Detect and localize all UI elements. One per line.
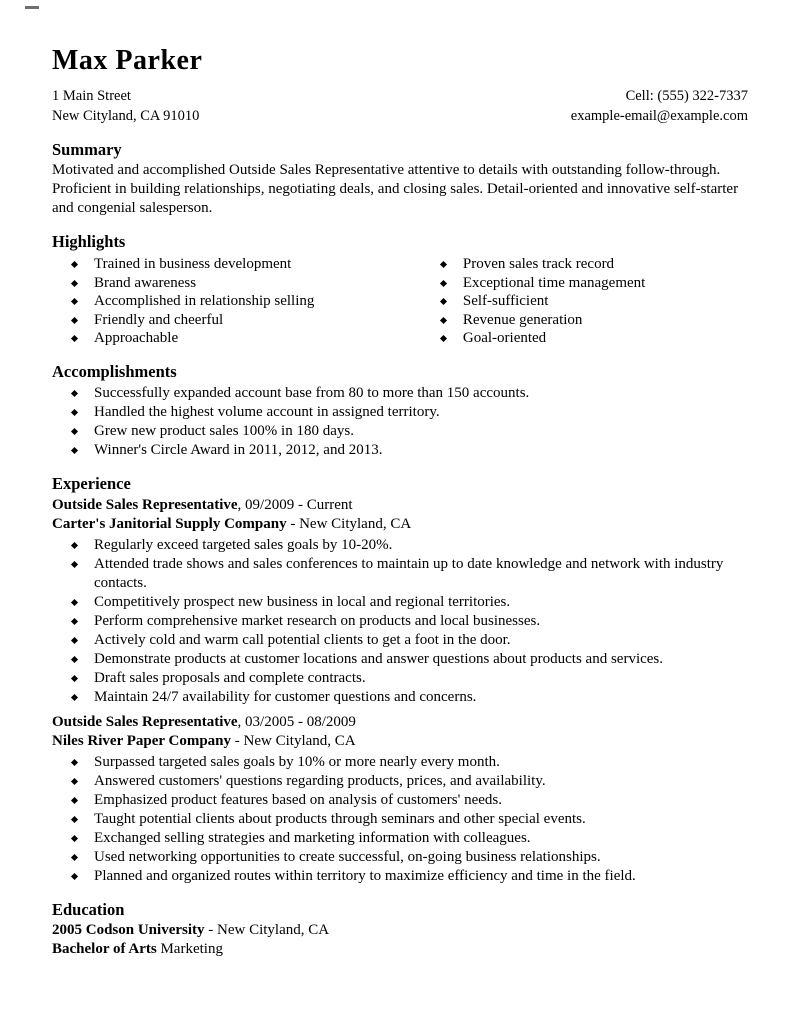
bullet-icon (71, 389, 78, 396)
bullet-icon (71, 655, 78, 662)
bullet-icon (440, 261, 447, 268)
job-duty-item (52, 829, 748, 848)
highlight-item (421, 292, 748, 311)
highlight-text: Proven sales track record (462, 256, 615, 272)
bullet-icon (440, 279, 447, 286)
highlight-text: Trained in business development (94, 256, 292, 272)
job-duty-text: Demonstrate products at customer locations and answer questions about products and services. (94, 650, 664, 667)
job-duty-item (52, 688, 748, 707)
job-title-line (52, 496, 748, 515)
bullet-icon (71, 796, 78, 803)
highlight-text: Revenue generation (462, 311, 583, 328)
highlight-text: Exceptional time management (462, 274, 646, 291)
job-duty-text: Regularly exceed targeted sales goals by 10-20%. (94, 536, 393, 553)
bullet-icon (71, 427, 78, 434)
bullet-icon (71, 446, 78, 453)
job-dates: , 03/2005 - 08/2009 (237, 713, 356, 730)
job-duty-item (52, 848, 748, 867)
bullet-icon (71, 872, 78, 879)
education-school-line (52, 921, 748, 940)
job-dates: , 09/2009 - Current (237, 496, 353, 513)
job-duty-text: Attended trade shows and sales conferences to maintain up to date knowledge and network with industry contacts. (94, 555, 724, 591)
bullet-icon (71, 408, 78, 415)
person-name: Max Parker (52, 45, 203, 76)
job-duty-item (52, 536, 748, 555)
highlight-item (52, 329, 421, 348)
job-entry-1 (52, 496, 748, 707)
bullet-icon (440, 298, 447, 305)
job-duty-text: Answered customers' questions regarding products, prices, and availability. (94, 772, 546, 789)
highlight-text: Friendly and cheerful (94, 311, 224, 328)
job-entry-2 (52, 713, 748, 886)
email-address: example-email@example.com (570, 108, 748, 124)
accomplishment-item (52, 384, 748, 403)
job-duty-text: Taught potential clients about products through seminars and other special events. (94, 810, 586, 827)
bullet-icon (71, 777, 78, 784)
job-duty-item (52, 753, 748, 772)
job-duty-text: Perform comprehensive market research on products and local businesses. (94, 612, 541, 629)
job-duty-item (52, 555, 748, 593)
bullet-icon (71, 316, 78, 323)
address-city: New Cityland, CA 91010 (52, 108, 200, 124)
job-duty-item (52, 650, 748, 669)
bullet-icon (71, 674, 78, 681)
job-duty-item (52, 810, 748, 829)
contact-address (52, 86, 199, 126)
highlight-text: Accomplished in relationship selling (94, 293, 315, 309)
job-duty-text: Emphasized product features based on analysis of customers' needs. (94, 791, 502, 808)
summary-text: Motivated and accomplished Outside Sales Representative attentive to details with outstanding follow-through. Proficient in building relationships, negotiating deals, and closing sales. Detail-oriented and innovative self-starter and congenial salesperson. (52, 162, 739, 216)
accomplishment-item (52, 441, 748, 460)
highlight-item (421, 255, 748, 274)
accomplishments-list (52, 384, 748, 460)
job-duty-item (52, 593, 748, 612)
job-duty-text: Draft sales proposals and complete contracts. (94, 669, 366, 686)
section-education (52, 899, 748, 959)
section-summary (52, 139, 748, 218)
education-heading: Education (52, 899, 125, 919)
job-duty-item (52, 867, 748, 886)
bullet-icon (440, 316, 447, 323)
accomplishment-text: Successfully expanded account base from 80 to more than 150 accounts. (94, 384, 530, 401)
education-school: 2005 Codson University (52, 921, 205, 938)
section-highlights (52, 231, 748, 348)
education-degree: Bachelor of Arts (52, 940, 157, 957)
job-duties-list (52, 753, 748, 886)
job-title: Outside Sales Representative (52, 713, 238, 730)
job-title-line (52, 713, 748, 732)
highlight-item (421, 329, 748, 348)
education-location: - New Cityland, CA (204, 921, 330, 938)
job-duty-item (52, 669, 748, 688)
highlights-right-list (421, 255, 748, 348)
experience-heading: Experience (52, 473, 131, 493)
job-duty-text: Planned and organized routes within territory to maximize efficiency and time in the field. (94, 867, 636, 884)
bullet-icon (71, 279, 78, 286)
accomplishment-text: Handled the highest volume account in assigned territory. (94, 403, 440, 420)
highlight-text: Self-sufficient (462, 293, 549, 309)
job-duty-text: Exchanged selling strategies and marketing information with colleagues. (94, 829, 531, 846)
job-duty-text: Competitively prospect new business in local and regional territories. (94, 593, 511, 610)
highlight-item (52, 255, 421, 274)
bullet-icon (71, 261, 78, 268)
job-duty-text: Maintain 24/7 availability for customer questions and concerns. (94, 688, 477, 705)
highlights-heading: Highlights (52, 232, 126, 251)
education-degree-line (52, 940, 748, 959)
section-experience (52, 473, 748, 886)
job-duty-text: Surpassed targeted sales goals by 10% or more nearly every month. (94, 753, 500, 770)
address-street: 1 Main Street (52, 88, 131, 104)
highlights-column-right (421, 253, 748, 348)
highlight-item (52, 274, 421, 293)
job-duty-item (52, 631, 748, 650)
page-corner-artifact (25, 6, 39, 9)
bullet-icon (71, 834, 78, 841)
job-company-line (52, 732, 748, 751)
job-duty-item (52, 772, 748, 791)
job-location: - New Cityland, CA (231, 732, 356, 749)
highlights-left-list (52, 255, 421, 348)
bullet-icon (71, 560, 78, 567)
job-company: Carter's Janitorial Supply Company (52, 515, 287, 532)
bullet-icon (71, 298, 78, 305)
bullet-icon (71, 541, 78, 548)
highlights-columns (52, 253, 748, 348)
job-location: - New Cityland, CA (286, 515, 412, 532)
resume-header (52, 46, 748, 126)
bullet-icon (71, 617, 78, 624)
bullet-icon (71, 758, 78, 765)
highlight-item (421, 274, 748, 293)
contact-details (571, 86, 748, 126)
bullet-icon (440, 335, 447, 342)
bullet-icon (71, 693, 78, 700)
bullet-icon (71, 598, 78, 605)
highlight-text: Goal-oriented (462, 330, 547, 346)
highlight-item (52, 292, 421, 311)
job-duty-item (52, 612, 748, 631)
summary-heading: Summary (52, 140, 122, 159)
bullet-icon (71, 853, 78, 860)
highlight-item (421, 311, 748, 330)
bullet-icon (71, 815, 78, 822)
highlight-text: Approachable (94, 330, 179, 346)
section-accomplishments (52, 361, 748, 460)
accomplishment-item (52, 422, 748, 441)
job-title: Outside Sales Representative (52, 496, 238, 513)
job-duty-text: Used networking opportunities to create successful, on-going business relationships. (94, 848, 601, 865)
job-duty-text: Actively cold and warm call potential clients to get a foot in the door. (94, 631, 511, 648)
phone-number: Cell: (555) 322-7337 (625, 88, 748, 104)
highlight-text: Brand awareness (94, 274, 197, 291)
bullet-icon (71, 335, 78, 342)
accomplishment-text: Winner's Circle Award in 2011, 2012, and 2013. (94, 441, 383, 458)
accomplishment-text: Grew new product sales 100% in 180 days. (94, 422, 354, 439)
job-duty-item (52, 791, 748, 810)
job-duties-list (52, 536, 748, 707)
highlights-column-left (52, 253, 421, 348)
contact-row (52, 86, 748, 126)
job-company-line (52, 515, 748, 534)
bullet-icon (71, 636, 78, 643)
accomplishment-item (52, 403, 748, 422)
education-major: Marketing (156, 940, 223, 957)
accomplishments-heading: Accomplishments (52, 361, 177, 381)
highlight-item (52, 311, 421, 330)
job-company: Niles River Paper Company (52, 732, 232, 749)
